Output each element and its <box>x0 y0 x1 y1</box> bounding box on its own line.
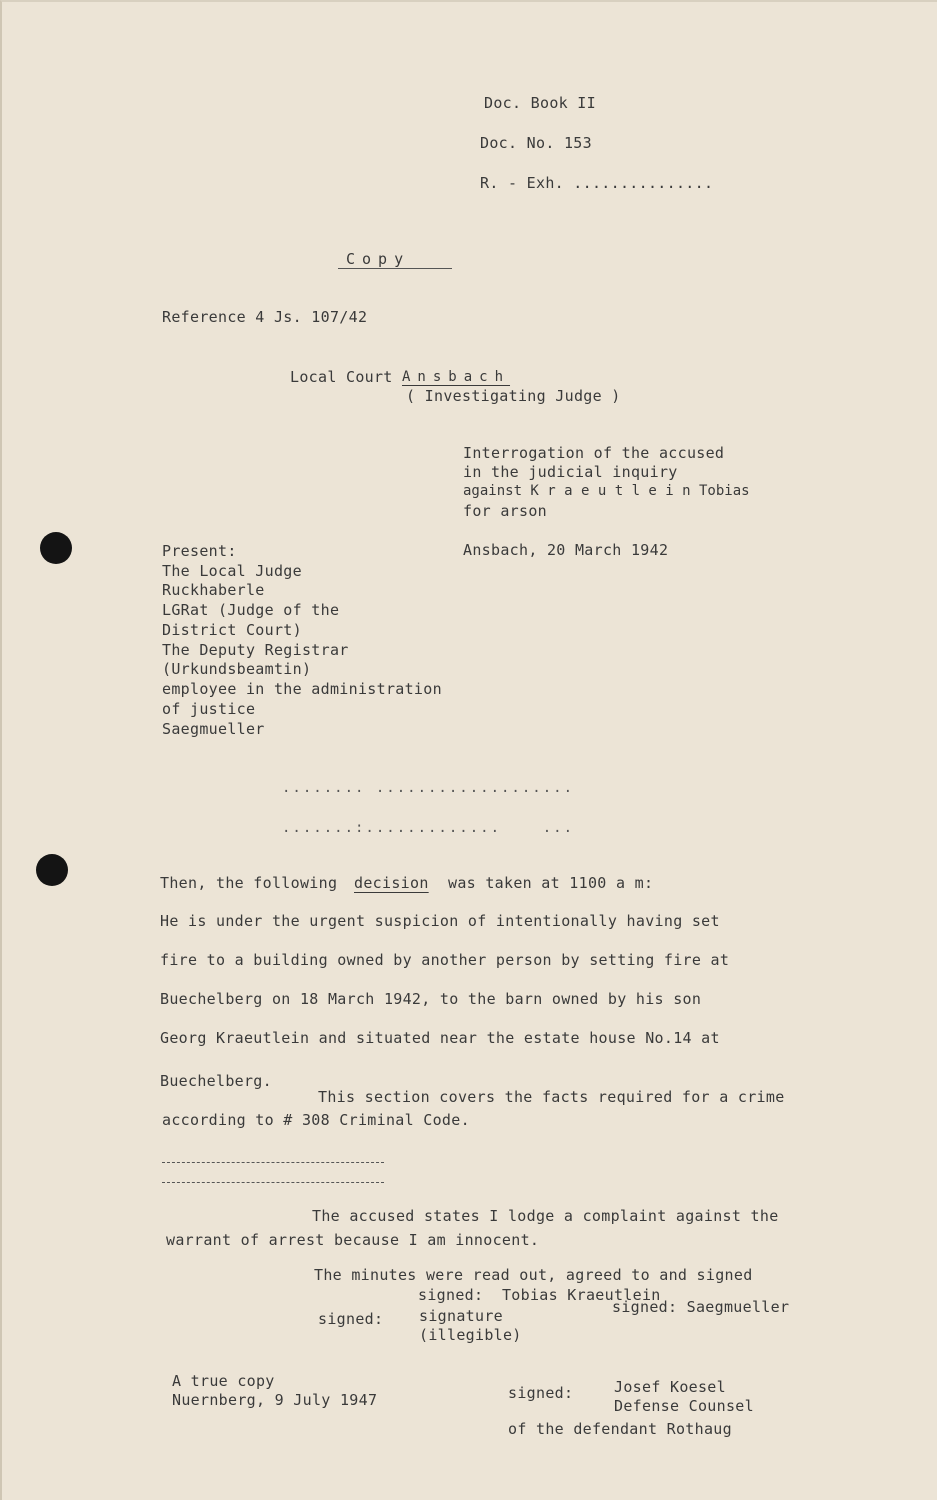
minutes-line: The minutes were read out, agreed to and signed <box>314 1266 753 1284</box>
doc-number-label: Doc. No. 153 <box>480 134 592 152</box>
present-line: employee in the administration <box>162 680 442 698</box>
present-line: (Urkundsbeamtin) <box>162 660 312 678</box>
present-line: of justice <box>162 700 256 718</box>
present-line: Ruckhaberle <box>162 581 265 599</box>
decision-line: Buechelberg. <box>160 1072 272 1090</box>
present-line: The Deputy Registrar <box>162 641 349 659</box>
punch-hole-bottom <box>36 854 68 886</box>
present-line: The Local Judge <box>162 562 302 580</box>
present-line: Present: <box>162 542 237 560</box>
separator-line-2 <box>162 1182 384 1183</box>
footer-signed-label: signed: <box>508 1384 574 1402</box>
omission-dots-2: .......:............. ... <box>282 820 575 836</box>
court-place: Ansbach <box>402 369 511 385</box>
signed-accused: signed: Tobias Kraeutlein <box>418 1286 661 1304</box>
present-line: Saegmueller <box>162 720 265 738</box>
true-copy-place-date: Nuernberg, 9 July 1947 <box>172 1391 378 1409</box>
decision-line: Buechelberg on 18 March 1942, to the barn owned by his son <box>160 990 702 1008</box>
counsel-name: Josef Koesel <box>614 1378 726 1396</box>
judge-signature-illegible: (illegible) <box>419 1326 522 1344</box>
decision-line: fire to a building owned by another person by setting fire at <box>160 951 730 969</box>
court-role: ( Investigating Judge ) <box>406 387 621 405</box>
signed-registrar: signed: Saegmueller <box>612 1298 790 1316</box>
decision-line-1-pre: Then, the following <box>160 874 338 892</box>
omission-dots-1: ........ ................... <box>282 780 575 796</box>
doc-book-label: Doc. Book II <box>484 94 596 112</box>
interrogation-line-2: in the judicial inquiry <box>463 463 678 481</box>
place-date: Ansbach, 20 March 1942 <box>463 541 669 559</box>
section-line-1: This section covers the facts required for a crime <box>318 1088 785 1106</box>
complaint-line-1: The accused states I lodge a complaint against the <box>312 1207 779 1225</box>
true-copy-label: A true copy <box>172 1372 275 1390</box>
exhibit-label: R. - Exh. ............... <box>480 174 714 192</box>
copy-title: Copy <box>346 250 411 268</box>
present-line: District Court) <box>162 621 302 639</box>
interrogation-line-3: against K r a e u t l e i n Tobias <box>463 483 750 499</box>
present-line: LGRat (Judge of the <box>162 601 340 619</box>
copy-title-underline <box>338 268 452 269</box>
interrogation-line-1: Interrogation of the accused <box>463 444 725 462</box>
decision-keyword: decision <box>354 874 429 892</box>
signed-judge-label: signed: <box>318 1310 384 1328</box>
court-prefix: Local Court <box>290 368 393 386</box>
reference-number: Reference 4 Js. 107/42 <box>162 308 368 326</box>
interrogation-line-4: for arson <box>463 502 547 520</box>
decision-line: Georg Kraeutlein and situated near the estate house No.14 at <box>160 1029 720 1047</box>
decision-line-1-post: was taken at 1100 a m: <box>448 874 654 892</box>
section-line-2: according to # 308 Criminal Code. <box>162 1111 470 1129</box>
judge-signature: signature <box>419 1307 503 1325</box>
counsel-of-defendant: of the defendant Rothaug <box>508 1420 732 1438</box>
separator-line-1 <box>162 1162 384 1163</box>
complaint-line-2: warrant of arrest because I am innocent. <box>166 1231 540 1249</box>
decision-line: He is under the urgent suspicion of intentionally having set <box>160 912 720 930</box>
punch-hole-top <box>40 532 72 564</box>
counsel-title: Defense Counsel <box>614 1397 754 1415</box>
